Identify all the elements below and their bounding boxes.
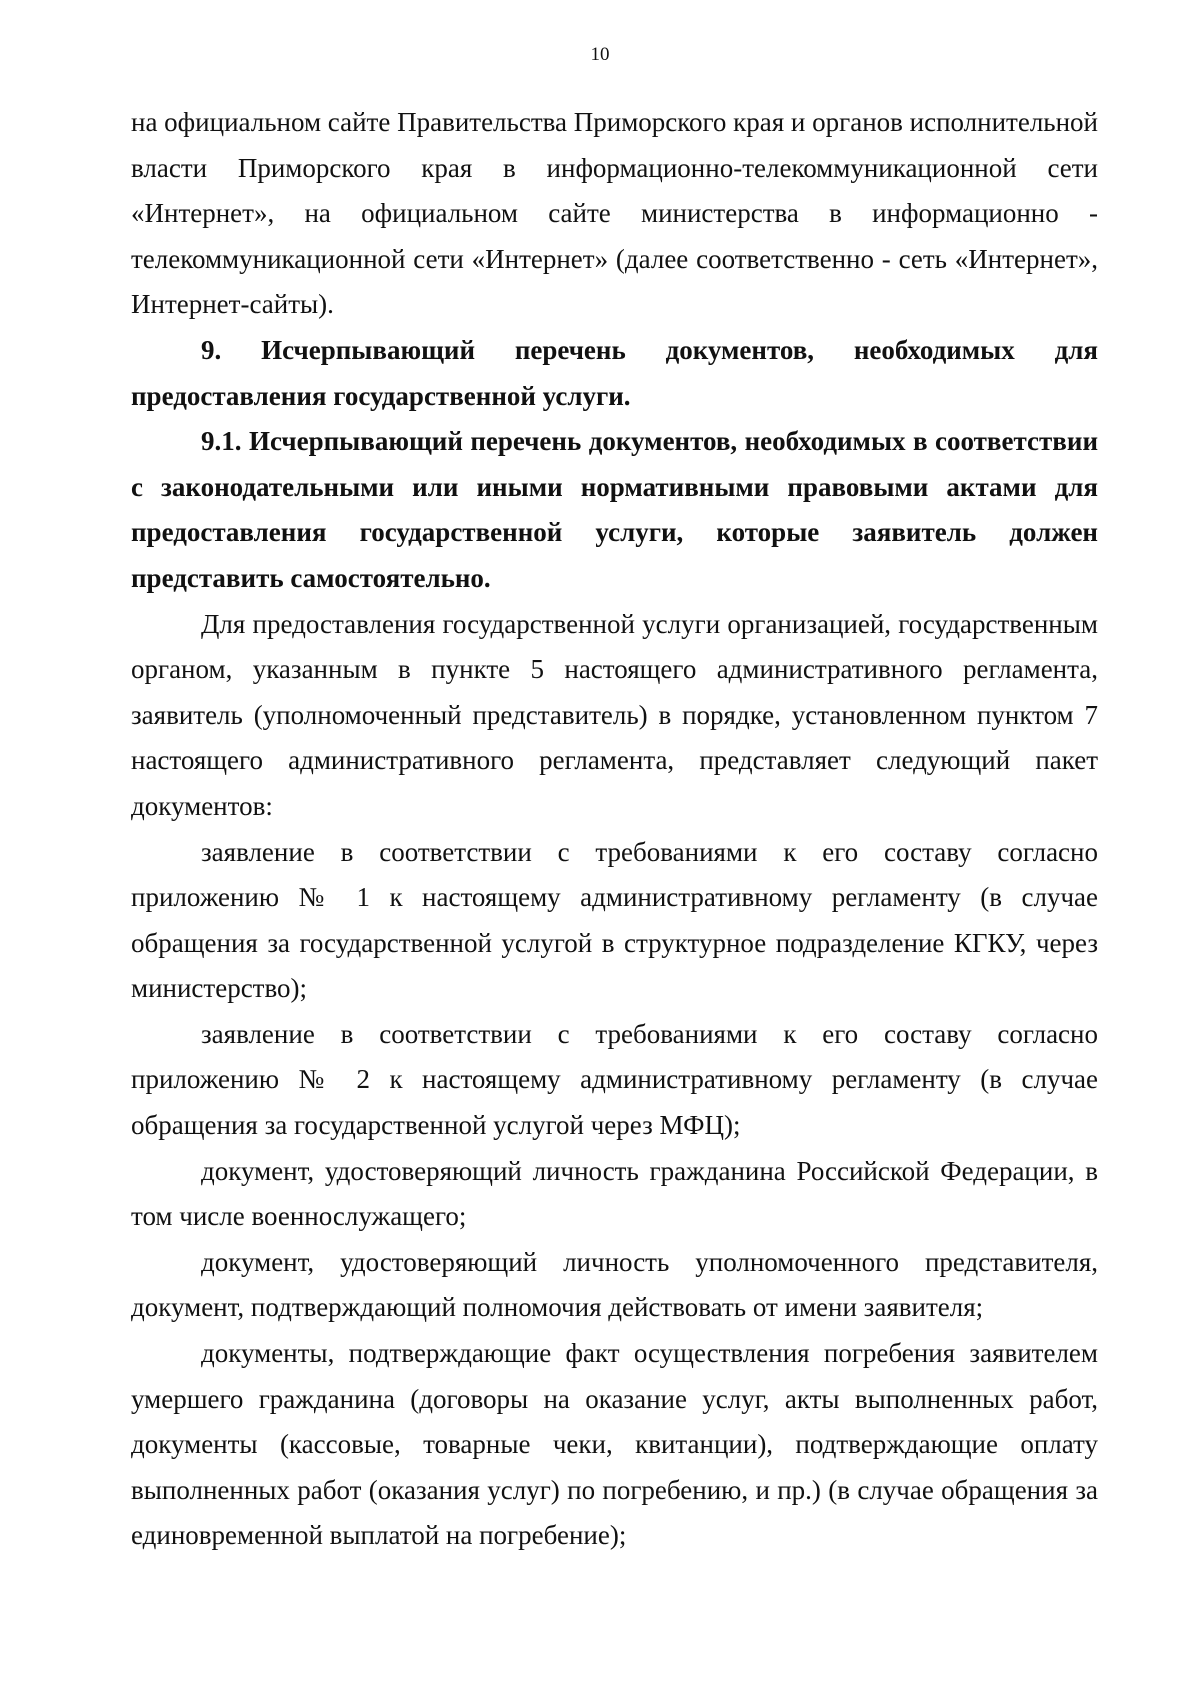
paragraph-document-package: Для предоставления государственной услуги организацией, государственным органом, указанным в пункте 5 настоящего административного регламента, заявитель (уполномоченный представитель) в порядке, установленном пунктом 7 настоящего административного регламента, представляет следующий пакет документов: <box>131 608 1098 821</box>
paragraph-publication-sites: на официальном сайте Правительства Приморского края и органов исполнительной власти Приморского края в информационно-телекоммуникационной сети «Интернет», на официальном сайте министерства в информационно - телекоммуникационной сети «Интернет» (далее соответственно - сеть «Интернет», Интернет-сайты). <box>131 107 1099 320</box>
list-item-application-2: заявление в соответствии с требованиями к его составу согласно приложению № 2 к настоящему административному регламенту (в случае обращения за государственной услугой через МФЦ); <box>131 1018 1098 1141</box>
section-heading-9: 9. Исчерпывающий перечень документов, необходимых для предоставления государственной услуги. <box>131 334 1098 411</box>
list-item-citizen-id: документ, удостоверяющий личность гражданина Российской Федерации, в том числе военнослужащего; <box>131 1155 1098 1232</box>
document-body <box>131 100 1098 1559</box>
section-heading-9-1: 9.1. Исчерпывающий перечень документов, необходимых в соответствии с законодательными или иными нормативными правовыми актами для предоставления государственной услуги, которые заявитель должен представить самостоятельно. <box>131 426 1098 593</box>
list-item-application-1: заявление в соответствии с требованиями к его составу согласно приложению № 1 к настоящему административному регламенту (в случае обращения за государственной услугой в структурное подразделение КГКУ, через министерство); <box>131 836 1098 1004</box>
list-item-burial-documents: документы, подтверждающие факт осуществления погребения заявителем умершего гражданина (договоры на оказание услуг, акты выполненных работ, документы (кассовые, товарные чеки, квитанции), подтверждающие оплату выполненных работ (оказания услуг) по погребению, и пр.) (в случае обращения за единовременной выплатой на погребение); <box>131 1338 1098 1551</box>
page-number: 10 <box>590 44 610 65</box>
list-item-representative-id: документ, удостоверяющий личность уполномоченного представителя, документ, подтверждающий полномочия действовать от имени заявителя; <box>131 1246 1098 1323</box>
